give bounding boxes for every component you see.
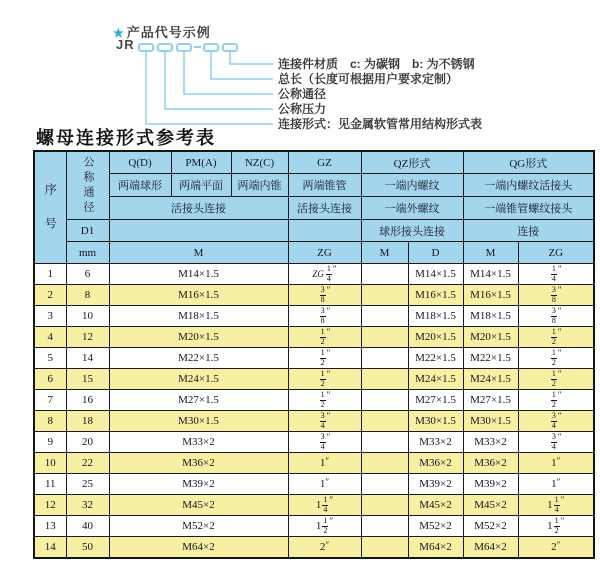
- gz-size-cell: 1 $\frac{1}{2}$ ″: [288, 516, 361, 537]
- code-box-1: [138, 43, 154, 52]
- qg-m-cell: M22×1.5: [463, 348, 518, 369]
- qz-m-cell: [361, 495, 408, 516]
- dn-cell: 8: [66, 285, 109, 306]
- qz-m-cell: [361, 474, 408, 495]
- m-thread-cell: M27×1.5: [109, 390, 288, 411]
- qz-m-cell: [361, 264, 408, 285]
- header-qg-m: M: [463, 242, 518, 264]
- header-col-pm: PM(A): [171, 151, 231, 174]
- header-seq: 序号: [34, 151, 66, 264]
- qg-m-cell: M24×1.5: [463, 369, 518, 390]
- seq-cell: 1: [34, 264, 66, 285]
- seq-cell: 10: [34, 453, 66, 474]
- star-icon: ★: [113, 26, 125, 40]
- qz-m-cell: [361, 411, 408, 432]
- table-row: [34, 285, 594, 306]
- dn-cell: 10: [66, 306, 109, 327]
- header-pm-desc: 两端平面: [171, 174, 231, 197]
- qg-m-cell: M27×1.5: [463, 390, 518, 411]
- m-thread-cell: M45×2: [109, 495, 288, 516]
- header-qg-desc2: 一端锥管螺纹接头: [463, 197, 594, 220]
- m-thread-cell: M22×1.5: [109, 348, 288, 369]
- table-row: [34, 495, 594, 516]
- qz-d-cell: M30×1.5: [408, 411, 463, 432]
- qz-m-cell: [361, 348, 408, 369]
- gz-size-cell: 1″: [288, 453, 361, 474]
- dn-cell: 16: [66, 390, 109, 411]
- m-thread-cell: M24×1.5: [109, 369, 288, 390]
- qg-zg-cell: 1 $\frac{1}{4}$ ″: [518, 495, 594, 516]
- dn-cell: 18: [66, 411, 109, 432]
- qz-d-cell: M39×2: [408, 474, 463, 495]
- qg-zg-cell: 2″: [518, 537, 594, 558]
- table-row: [34, 516, 594, 537]
- qg-m-cell: M64×2: [463, 537, 518, 558]
- gz-size-cell: $\frac{3}{8}$ ″: [288, 306, 361, 327]
- header-q-desc: 两端球形: [109, 174, 171, 197]
- gz-size-cell: $\frac{3}{8}$ ″: [288, 285, 361, 306]
- m-thread-cell: M30×1.5: [109, 411, 288, 432]
- qg-m-cell: M16×1.5: [463, 285, 518, 306]
- m-thread-cell: M14×1.5: [109, 264, 288, 285]
- label-nominal-pressure: 公称压力: [278, 102, 327, 116]
- qz-m-cell: [361, 285, 408, 306]
- table-row: [34, 432, 594, 453]
- m-thread-cell: M64×2: [109, 537, 288, 558]
- table-row: [34, 411, 594, 432]
- product-code-prefix: JR: [116, 37, 135, 52]
- qz-m-cell: [361, 369, 408, 390]
- header-qg-desc1: 一端内螺纹活接头: [463, 174, 594, 197]
- seq-cell: 14: [34, 537, 66, 558]
- header-qz-desc2: 一端外螺纹: [361, 197, 463, 220]
- seq-cell: 8: [34, 411, 66, 432]
- qz-m-cell: [361, 516, 408, 537]
- gz-size-cell: $\frac{3}{4}$ ″: [288, 432, 361, 453]
- code-box-2: [157, 43, 173, 52]
- table-row: [34, 390, 594, 411]
- qz-m-cell: [361, 453, 408, 474]
- qz-d-cell: M18×1.5: [408, 306, 463, 327]
- diagram-title-text: 产品代号示例: [126, 25, 211, 40]
- dn-cell: 25: [66, 474, 109, 495]
- header-qz-d: D: [408, 242, 463, 264]
- qz-d-cell: M52×2: [408, 516, 463, 537]
- qz-d-cell: M14×1.5: [408, 264, 463, 285]
- qg-zg-cell: $\frac{1}{4}$ ″: [518, 264, 594, 285]
- header-empty-span: [109, 220, 288, 242]
- seq-cell: 4: [34, 327, 66, 348]
- qz-m-cell: [361, 537, 408, 558]
- header-qg-zg: ZG: [518, 242, 594, 264]
- table-row: [34, 306, 594, 327]
- header-qz-conn: 球形接头连接: [361, 220, 463, 242]
- gz-size-cell: ZG $\frac{1}{4}$ ″: [288, 264, 361, 285]
- qg-zg-cell: $\frac{1}{2}$ ″: [518, 348, 594, 369]
- table-row: [34, 327, 594, 348]
- m-thread-cell: M20×1.5: [109, 327, 288, 348]
- header-col-nz: NZ(C): [231, 151, 288, 174]
- label-total-length: 总长（长度可根据用户要求定制）: [278, 72, 459, 86]
- table-header: [34, 151, 594, 264]
- label-nominal-diameter: 公称通径: [278, 87, 327, 101]
- qz-m-cell: [361, 327, 408, 348]
- qg-zg-cell: $\frac{1}{2}$ ″: [518, 369, 594, 390]
- qg-zg-cell: $\frac{3}{8}$ ″: [518, 285, 594, 306]
- nut-table-body: [34, 264, 594, 558]
- header-dn: 公称通径: [66, 151, 109, 220]
- nut-connection-table: [33, 150, 595, 559]
- dn-cell: 50: [66, 537, 109, 558]
- qg-m-cell: M18×1.5: [463, 306, 518, 327]
- dn-cell: 32: [66, 495, 109, 516]
- header-gz-desc: 两端锥管: [288, 174, 361, 197]
- table-row: [34, 264, 594, 285]
- table-row: [34, 369, 594, 390]
- gz-size-cell: $\frac{1}{2}$ ″: [288, 369, 361, 390]
- qg-zg-cell: $\frac{3}{4}$ ″: [518, 432, 594, 453]
- header-empty-gz: [288, 220, 361, 242]
- seq-cell: 9: [34, 432, 66, 453]
- m-thread-cell: M36×2: [109, 453, 288, 474]
- seq-cell: 2: [34, 285, 66, 306]
- qz-d-cell: M36×2: [408, 453, 463, 474]
- seq-cell: 12: [34, 495, 66, 516]
- qg-m-cell: M20×1.5: [463, 327, 518, 348]
- qz-m-cell: [361, 306, 408, 327]
- seq-cell: 6: [34, 369, 66, 390]
- header-qz-desc1: 一端内螺纹: [361, 174, 463, 197]
- gz-size-cell: 1 $\frac{1}{4}$ ″: [288, 495, 361, 516]
- qz-d-cell: M45×2: [408, 495, 463, 516]
- qg-m-cell: M14×1.5: [463, 264, 518, 285]
- m-thread-cell: M39×2: [109, 474, 288, 495]
- seq-cell: 7: [34, 390, 66, 411]
- header-zg-col: ZG: [288, 242, 361, 264]
- qg-zg-cell: 1 $\frac{1}{2}$ ″: [518, 516, 594, 537]
- header-union-conn: 活接头连接: [109, 197, 288, 220]
- dn-cell: 40: [66, 516, 109, 537]
- label-material: 连接件材质 c: 为碳钢 b: 为不锈钢: [278, 57, 475, 71]
- m-thread-cell: M52×2: [109, 516, 288, 537]
- qz-d-cell: M64×2: [408, 537, 463, 558]
- code-box-4: [203, 43, 219, 52]
- qg-m-cell: M45×2: [463, 495, 518, 516]
- header-gz-conn: 活接头连接: [288, 197, 361, 220]
- qz-d-cell: M20×1.5: [408, 327, 463, 348]
- qg-zg-cell: $\frac{1}{2}$ ″: [518, 327, 594, 348]
- seq-cell: 11: [34, 474, 66, 495]
- qg-m-cell: M52×2: [463, 516, 518, 537]
- qg-m-cell: M36×2: [463, 453, 518, 474]
- gz-size-cell: $\frac{1}{2}$ ″: [288, 390, 361, 411]
- qg-zg-cell: $\frac{1}{2}$ ″: [518, 390, 594, 411]
- qg-zg-cell: $\frac{3}{8}$ ″: [518, 306, 594, 327]
- qz-d-cell: M27×1.5: [408, 390, 463, 411]
- label-connection-form: 连接形式：见金属软管常用结构形式表: [278, 117, 483, 131]
- qz-m-cell: [361, 390, 408, 411]
- table-row: [34, 453, 594, 474]
- qg-zg-cell: 1″: [518, 474, 594, 495]
- header-unit: mm: [66, 242, 109, 264]
- qz-d-cell: M24×1.5: [408, 369, 463, 390]
- header-qg-conn: 连接: [463, 220, 594, 242]
- seq-cell: 3: [34, 306, 66, 327]
- gz-size-cell: 1″: [288, 474, 361, 495]
- m-thread-cell: M33×2: [109, 432, 288, 453]
- dn-cell: 6: [66, 264, 109, 285]
- qg-m-cell: M33×2: [463, 432, 518, 453]
- code-box-5: [222, 43, 238, 52]
- code-box-3: [176, 43, 192, 52]
- qz-d-cell: M33×2: [408, 432, 463, 453]
- table-row: [34, 537, 594, 558]
- qz-m-cell: [361, 432, 408, 453]
- code-dash: [194, 46, 201, 48]
- table-row: [34, 474, 594, 495]
- header-nz-desc: 两端内锥: [231, 174, 288, 197]
- gz-size-cell: $\frac{1}{2}$ ″: [288, 327, 361, 348]
- qg-zg-cell: $\frac{3}{4}$ ″: [518, 411, 594, 432]
- m-thread-cell: M18×1.5: [109, 306, 288, 327]
- qg-m-cell: M39×2: [463, 474, 518, 495]
- dn-cell: 22: [66, 453, 109, 474]
- dn-cell: 20: [66, 432, 109, 453]
- header-col-q: Q(D): [109, 151, 171, 174]
- gz-size-cell: $\frac{3}{4}$ ″: [288, 411, 361, 432]
- table-row: [34, 348, 594, 369]
- qz-d-cell: M22×1.5: [408, 348, 463, 369]
- header-m-span: M: [109, 242, 288, 264]
- gz-size-cell: 2″: [288, 537, 361, 558]
- qg-zg-cell: 1″: [518, 453, 594, 474]
- seq-cell: 13: [34, 516, 66, 537]
- header-col-gz: GZ: [288, 151, 361, 174]
- gz-size-cell: $\frac{1}{2}$ ″: [288, 348, 361, 369]
- header-d1: D1: [66, 220, 109, 242]
- dn-cell: 14: [66, 348, 109, 369]
- table-title: 螺母连接形式参考表: [36, 128, 216, 149]
- seq-cell: 5: [34, 348, 66, 369]
- dn-cell: 15: [66, 369, 109, 390]
- qg-m-cell: M30×1.5: [463, 411, 518, 432]
- qz-d-cell: M16×1.5: [408, 285, 463, 306]
- m-thread-cell: M16×1.5: [109, 285, 288, 306]
- header-qz-m: M: [361, 242, 408, 264]
- header-col-qg: QG形式: [463, 151, 594, 174]
- dn-cell: 12: [66, 327, 109, 348]
- header-col-qz: QZ形式: [361, 151, 463, 174]
